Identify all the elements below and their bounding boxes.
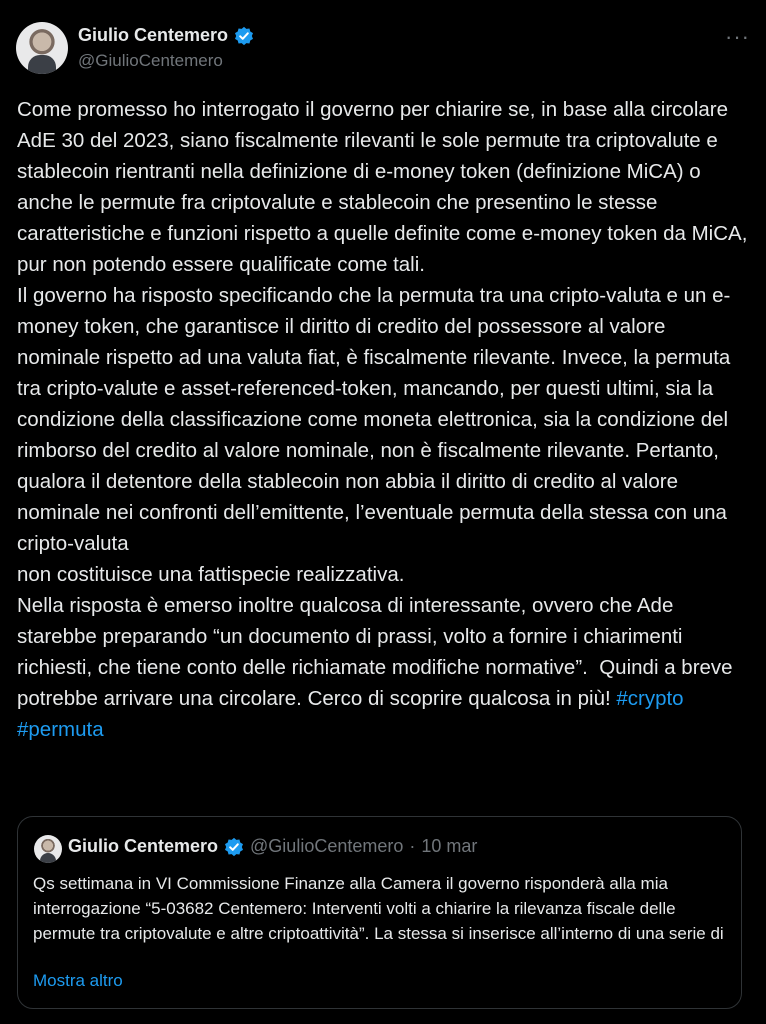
separator-dot: · [409, 836, 416, 856]
quoted-tweet-text: Qs settimana in VI Commissione Finanze alla Camera il governo risponderà alla mia interrogazione “5-03682 Centemero: Interventi volti a chiarire la rilevanza fiscale delle permute tra criptovalute e altre criptoattività”. La stessa si inserisce all’interno di una serie di [33, 874, 724, 943]
tweet-header [16, 20, 750, 80]
quoted-tweet-date[interactable]: 10 mar [421, 836, 478, 856]
quoted-author-name: Giulio Centemero [68, 836, 219, 856]
verified-badge-icon [234, 26, 254, 46]
author-name-row [78, 25, 254, 46]
hashtag-permuta[interactable]: #permuta [17, 718, 104, 741]
hashtag-crypto[interactable]: #crypto [616, 687, 684, 710]
verified-badge-icon [224, 837, 244, 857]
more-options-icon[interactable]: ··· [725, 24, 750, 49]
author-name[interactable]: Giulio Centemero [78, 25, 229, 45]
author-avatar[interactable] [16, 22, 68, 74]
quoted-author-handle: @GiulioCentemero [250, 836, 404, 856]
quoted-author-avatar [34, 835, 62, 863]
quoted-tweet[interactable] [17, 816, 742, 1009]
tweet-text: Come promesso ho interrogato il governo per chiarire se, in base alla circolare AdE 30 del 2023, siano fiscalmente rilevanti le sole permute tra criptovalute e stablecoin rientranti nella definizione di e-money token (definizione MiCA) o anche le permute fra criptovalute e stablecoin che presentino le stesse caratteristiche e funzioni rispetto a quelle definite come e-money token da MiCA, pur non potendo essere qualificate come tali. Il governo ha risposto specificando che la permuta tra una cripto-valuta e un e-money token, che garantisce il diritto di credito del possessore al valore nominale rispetto ad una valuta fiat, è fiscalmente rilevante. Invece, la permuta tra cripto-valute e asset-referenced-token, mancando, per questi ultimi, sia la condizione della classificazione come moneta elettronica, sia la condizione del rimborso del credito al valore nominale, non è fiscalmente rilevante. Pertanto, qualora il detentore della stablecoin non abbia il diritto di credito al valore nominale nei confronti dell’emittente, l’eventuale permuta della stessa con una cripto-valuta non costituisce una fattispecie realizzativa. Nella risposta è emerso inoltre qualcosa di interessante, ovvero che Ade starebbe preparando “un documento di prassi, volto a fornire i chiarimenti richiesti, che tiene conto delle richiamate modifiche normative”. Quindi a breve potrebbe arrivare una circolare. Cerco di scoprire qualcosa in più! [17, 98, 748, 710]
tweet-body [17, 94, 751, 745]
author-handle[interactable]: @GiulioCentemero [78, 51, 223, 70]
quoted-tweet-header [68, 836, 477, 857]
show-more-link[interactable]: Mostra altro [33, 971, 123, 990]
